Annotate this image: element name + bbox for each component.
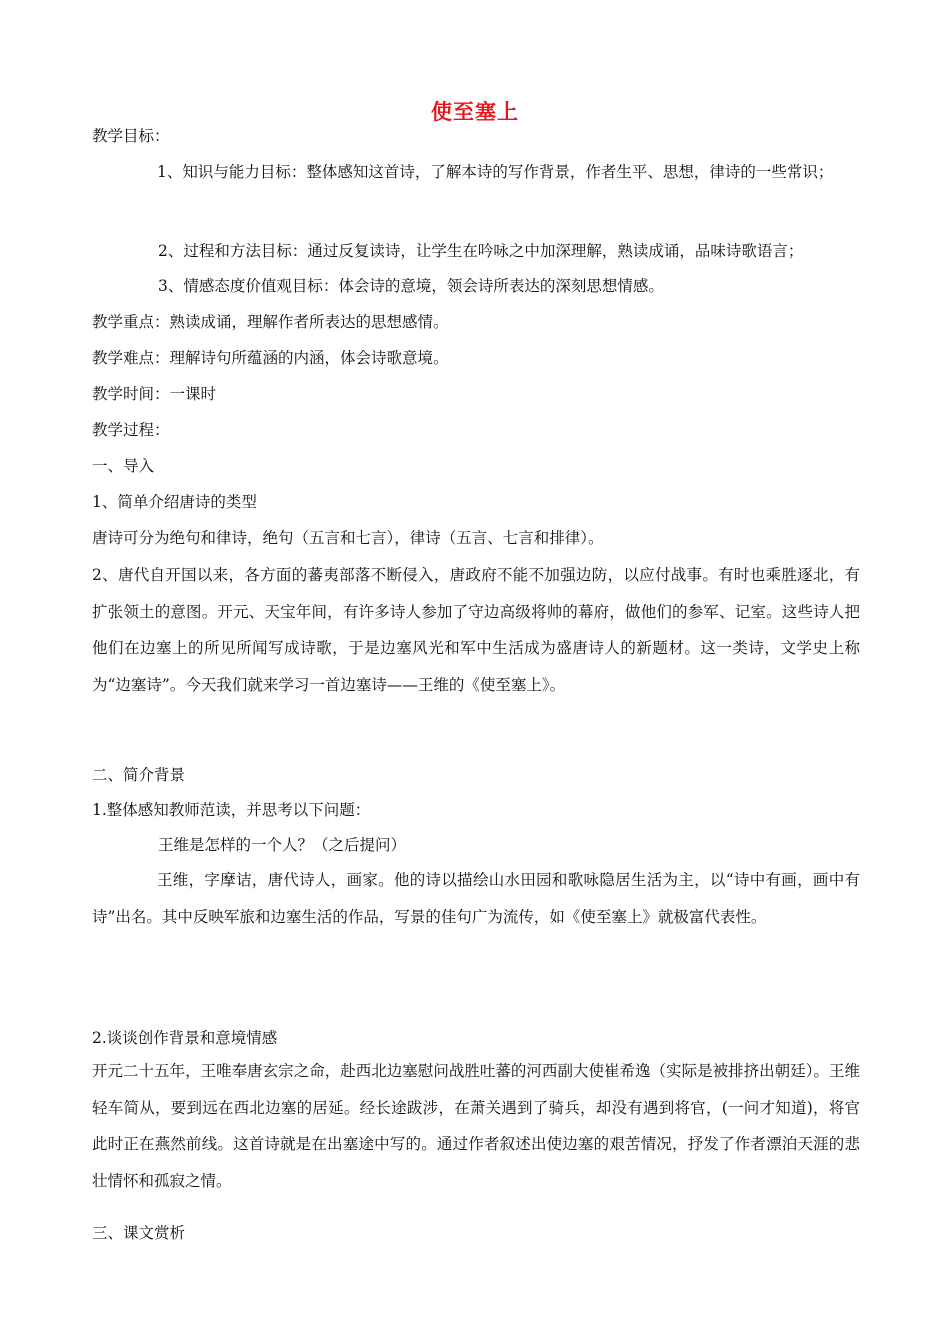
- objectives-heading: 教学目标：: [92, 127, 170, 145]
- section1-heading: 一、导入: [92, 457, 155, 475]
- section2-question: 王维是怎样的一个人？（之后提问）: [158, 836, 407, 854]
- objective-2: 2、过程和方法目标：通过反复读诗，让学生在吟咏之中加深理解，熟读成诵，品味诗歌语言；: [158, 242, 804, 260]
- objective-3: 3、情感态度价值观目标：体会诗的意境，领会诗所表达的深刻思想情感。: [158, 277, 664, 295]
- section2-heading: 二、简介背景: [92, 766, 186, 784]
- section2-answer: 王维，字摩诘，唐代诗人，画家。他的诗以描绘山水田园和歌咏隐居生活为主，以“诗中有画，画中有诗”出名。其中反映军旅和边塞生活的作品，写景的佳句广为流传，如《使至塞上》就极富代表性。: [92, 871, 860, 926]
- section1-sub1: 1、简单介绍唐诗的类型: [92, 493, 257, 511]
- section2-sub2: 2.谈谈创作背景和意境情感: [92, 1029, 278, 1047]
- section3-heading: 三、课文赏析: [92, 1224, 186, 1242]
- section2-sub1: 1.整体感知教师范读，并思考以下问题：: [92, 801, 371, 819]
- document-title: 使至塞上: [431, 100, 519, 124]
- section1-sub2-text: 2、唐代自开国以来，各方面的蕃夷部落不断侵入，唐政府不能不加强边防，以应付战事。有时也乘胜逐北，有扩张领土的意图。开元、天宝年间，有许多诗人参加了守边高级将帅的幕府，做他们的参军、记室。这些诗人把他们在边塞上的所见所闻写成诗歌，于是边塞风光和军中生活成为盛唐诗人的新题材。这一类诗，文学史上称为“边塞诗”。今天我们就来学习一首边塞诗——王维的《使至塞上》。: [92, 566, 860, 694]
- objective-1: 1、知识与能力目标：整体感知这首诗，了解本诗的写作背景，作者生平、思想，律诗的一些常识；: [157, 163, 834, 181]
- section2-sub2-text: 开元二十五年，王唯奉唐玄宗之命，赴西北边塞慰问战胜吐蕃的河西副大使崔希逸（实际是被排挤出朝廷）。王维轻车简从，要到远在西北边塞的居延。经长途跋涉，在萧关遇到了骑兵，却没有遇到将官，(一问才知道)，将官此时正在燕然前线。这首诗就是在出塞途中写的。通过作者叙述出使边塞的艰苦情况，抒发了作者漂泊天涯的悲壮情怀和孤寂之情。: [92, 1062, 860, 1190]
- process-heading: 教学过程：: [92, 421, 170, 439]
- difficulty: 教学难点：理解诗句所蕴涵的内涵，体会诗歌意境。: [92, 349, 449, 367]
- key-point: 教学重点：熟读成诵，理解作者所表达的思想感情。: [92, 313, 449, 331]
- teaching-time: 教学时间：一课时: [92, 385, 217, 403]
- section1-sub1-text: 唐诗可分为绝句和律诗，绝句（五言和七言），律诗（五言、七言和排律）。: [92, 529, 604, 547]
